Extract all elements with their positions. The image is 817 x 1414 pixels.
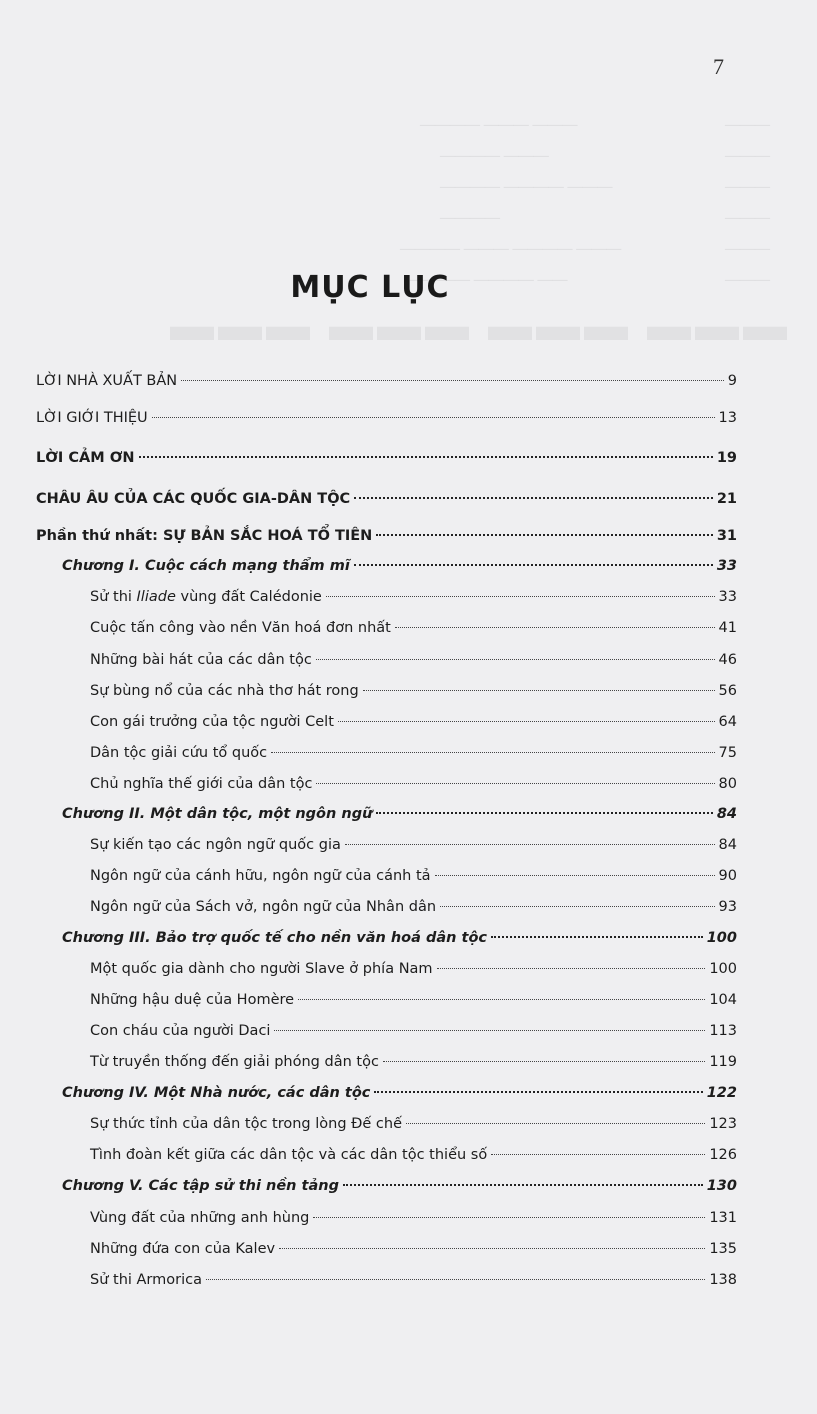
toc-section-entry[interactable]	[90, 620, 737, 636]
dot-leader	[313, 1217, 705, 1218]
dot-leader	[338, 721, 715, 722]
toc-section-entry[interactable]	[90, 961, 737, 977]
toc-entry-page: 100	[706, 930, 737, 946]
toc-chapter-entry[interactable]	[62, 930, 737, 946]
dot-leader	[383, 1061, 705, 1062]
toc-section-entry[interactable]	[90, 683, 737, 699]
toc-section-entry[interactable]	[90, 1272, 737, 1288]
toc-entry-label: Sự bùng nổ của các nhà thơ hát rong	[90, 683, 359, 699]
toc-entry-label: Chương V. Các tập sử thi nền tảng	[62, 1178, 339, 1194]
toc-section-entry[interactable]	[90, 1023, 737, 1039]
toc-section-entry[interactable]	[90, 1147, 737, 1163]
toc-section-entry[interactable]	[90, 745, 737, 761]
dot-leader	[354, 564, 713, 566]
toc-section-entry[interactable]	[90, 1241, 737, 1257]
page-title: MỤC LỤC	[290, 270, 450, 305]
dot-leader	[274, 1030, 705, 1031]
toc-entry-label: Cuộc tấn công vào nền Văn hoá đơn nhất	[90, 620, 391, 636]
dot-leader	[343, 1184, 703, 1186]
toc-section-entry[interactable]	[90, 776, 737, 792]
page-number: 7	[713, 54, 724, 79]
toc-entry-page: 84	[716, 806, 737, 822]
toc-entry-label: Chương IV. Một Nhà nước, các dân tộc	[62, 1085, 371, 1101]
toc-chapter-entry[interactable]	[62, 806, 737, 822]
toc-entry-label: Chủ nghĩa thế giới của dân tộc	[90, 776, 313, 792]
toc-entry-page: 135	[709, 1241, 737, 1257]
toc-entry-label: Một quốc gia dành cho người Slave ở phía Nam	[90, 961, 433, 977]
toc-entry-label: Chương III. Bảo trợ quốc tế cho nền văn hoá dân tộc	[62, 930, 488, 946]
toc-entry-label: LỜI NHÀ XUẤT BẢN	[36, 373, 178, 389]
toc-entry-page: 31	[716, 528, 737, 544]
toc-entry-page: 84	[718, 837, 737, 853]
toc-entry-page: 9	[727, 373, 737, 389]
toc-entry-label: CHÂU ÂU CỦA CÁC QUỐC GIA-DÂN TỘC	[36, 491, 351, 507]
toc-entry-page: 33	[718, 589, 737, 605]
dot-leader	[395, 627, 715, 628]
dot-leader	[152, 417, 715, 418]
toc-entry-page: 100	[709, 961, 737, 977]
dot-leader	[316, 659, 715, 660]
toc-entry-page: 123	[709, 1116, 737, 1132]
dot-leader	[181, 380, 724, 381]
dot-leader	[376, 534, 713, 536]
toc-entry-page: 13	[718, 410, 737, 426]
toc-entry-label: Sử thi Iliade vùng đất Calédonie	[90, 589, 322, 605]
toc-section-entry[interactable]	[90, 1116, 737, 1132]
toc-entry-label: Sự thức tỉnh của dân tộc trong lòng Đế chế	[90, 1116, 402, 1132]
dot-leader	[271, 752, 714, 753]
toc-entry-label: Sử thi Armorica	[90, 1272, 202, 1288]
toc-entry-label: Ngôn ngữ của cánh hữu, ngôn ngữ của cánh tả	[90, 868, 431, 884]
toc-entry-label: LỜI GIỚI THIỆU	[36, 410, 148, 426]
toc-entry-label: Từ truyền thống đến giải phóng dân tộc	[90, 1054, 379, 1070]
dot-leader	[279, 1248, 705, 1249]
dot-leader	[316, 783, 714, 784]
toc-entry-page: 46	[718, 652, 737, 668]
dot-leader	[491, 1154, 705, 1155]
toc-entry-label: LỜI CẢM ƠN	[36, 450, 135, 466]
dot-leader	[491, 936, 703, 938]
toc-entry-label: Con cháu của người Daci	[90, 1023, 271, 1039]
toc-entry-label: Sự kiến tạo các ngôn ngữ quốc gia	[90, 837, 341, 853]
toc-entry-page: 93	[718, 899, 737, 915]
toc-entry-label: Dân tộc giải cứu tổ quốc	[90, 745, 268, 761]
toc-entry[interactable]	[36, 491, 737, 507]
toc-entry-page: 122	[706, 1085, 737, 1101]
dot-leader	[437, 968, 706, 969]
toc-entry-page: 64	[718, 714, 737, 730]
dot-leader	[298, 999, 705, 1000]
toc-entry-label: Tình đoàn kết giữa các dân tộc và các dân tộc thiểu số	[90, 1147, 488, 1163]
toc-entry-page: 21	[716, 491, 737, 507]
toc-section-entry[interactable]	[90, 1210, 737, 1226]
toc-entry-page: 104	[709, 992, 737, 1008]
toc-entry-page: 19	[716, 450, 737, 466]
dot-leader	[376, 812, 712, 814]
toc-entry-page: 80	[718, 776, 737, 792]
toc-section-entry[interactable]	[90, 1054, 737, 1070]
toc-section-entry[interactable]	[90, 899, 737, 915]
toc-entry[interactable]	[36, 450, 737, 466]
dot-leader	[206, 1279, 705, 1280]
toc-entry-page: 126	[709, 1147, 737, 1163]
dot-leader	[363, 690, 715, 691]
dot-leader	[406, 1123, 705, 1124]
dot-leader	[326, 596, 715, 597]
toc-section-entry[interactable]	[90, 837, 737, 853]
toc-chapter-entry[interactable]	[62, 558, 737, 574]
dot-leader	[139, 456, 713, 458]
dot-leader	[345, 844, 715, 845]
toc-section-entry[interactable]	[90, 992, 737, 1008]
toc-entry[interactable]	[36, 410, 737, 426]
bleed-through-text: ———— ——— ——— ——— ———— ——— ——— ———— ———— ——— ——— ———— ——— ———— ——— ———— ——— ——— ———— ———— —— ———	[400, 117, 770, 288]
toc-entry-page: 33	[716, 558, 737, 574]
toc-entry-page: 138	[709, 1272, 737, 1288]
toc-entry-page: 113	[709, 1023, 737, 1039]
toc-chapter-entry[interactable]	[62, 1178, 737, 1194]
dot-leader	[374, 1091, 702, 1093]
toc-entry-label: Con gái trưởng của tộc người Celt	[90, 714, 334, 730]
toc-section-entry[interactable]	[90, 868, 737, 884]
dot-leader	[440, 906, 715, 907]
toc-entry-page: 75	[718, 745, 737, 761]
toc-entry[interactable]	[36, 373, 737, 389]
toc-entry-label: Phần thứ nhất: SỰ BẢN SẮC HOÁ TỔ TIÊN	[36, 528, 373, 544]
toc-entry-label: Những bài hát của các dân tộc	[90, 652, 312, 668]
toc-entry-label: Những đứa con của Kalev	[90, 1241, 276, 1257]
toc-entry-label: Những hậu duệ của Homère	[90, 992, 295, 1008]
toc-entry-page: 131	[709, 1210, 737, 1226]
toc-entry-page: 130	[706, 1178, 737, 1194]
toc-entry-label: Ngôn ngữ của Sách vở, ngôn ngữ của Nhân dân	[90, 899, 437, 915]
toc-entry-page: 90	[718, 868, 737, 884]
toc-section-entry[interactable]	[90, 714, 737, 730]
toc-entry-page: 41	[718, 620, 737, 636]
toc-entry-page: 119	[709, 1054, 737, 1070]
toc-entry-label: Vùng đất của những anh hùng	[90, 1210, 310, 1226]
toc-entry-label: Chương I. Cuộc cách mạng thẩm mĩ	[62, 558, 350, 574]
bleed-through-heading: ▬▬▬ ▬▬▬ ▬▬▬ ▬▬▬	[170, 301, 791, 350]
toc-chapter-entry[interactable]	[62, 1085, 737, 1101]
toc-entry-page: 56	[718, 683, 737, 699]
toc-section-entry[interactable]	[90, 589, 737, 605]
toc-section-entry[interactable]	[90, 652, 737, 668]
dot-leader	[435, 875, 715, 876]
toc-entry-label: Chương II. Một dân tộc, một ngôn ngữ	[62, 806, 373, 822]
toc-part-entry[interactable]	[36, 528, 737, 544]
dot-leader	[354, 497, 713, 499]
